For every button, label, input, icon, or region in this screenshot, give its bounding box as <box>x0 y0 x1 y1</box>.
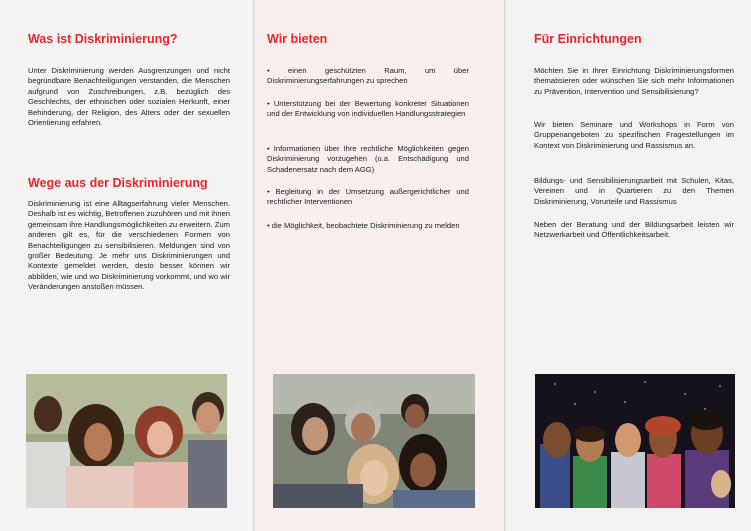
panel-wir-bieten <box>255 0 506 531</box>
panel-discrimination <box>0 0 255 531</box>
bullet-item: • die Möglichkeit, beobachtete Diskriminierung zu melden <box>267 221 460 230</box>
bullet-item: • einen geschützten Raum, um über Diskriminierungserfahrungen zu sprechen <box>267 66 469 86</box>
photo-smiling-friends <box>273 374 475 508</box>
friends-photo-illustration <box>273 374 475 508</box>
photo-group-people <box>26 374 227 508</box>
bullet-item: • Begleitung in der Umsetzung außergerichtlicher und rechtlicher Interventionen <box>267 187 469 207</box>
paragraph-seminare: Wir bieten Seminare und Workshops in Form von Gruppenangeboten zu spezifischen Fragestellungen im Kontext von Diskriminierung und Rassismus an. <box>534 120 734 150</box>
paragraph-wege: Diskriminierung ist eine Alltagserfahrung vieler Menschen. Deshalb ist es wichtig, Betroffenen zuzuhören und mit ihnen gemeinsam ihre Handlungsmöglichkeiten zu erweitern. Zum anderen gilt es, für die verschiedenen Formen von Benachteiligungen zu sensibilisieren. Meldungen sind von großer Bedeutung. Je mehr uns Diskriminierungen und Kontexte gemeldet werden, desto besser können wir abbilden, wie und wo Diskriminierung vorkommt, und wo wir Veränderungen anstoßen müssen. <box>28 199 230 292</box>
heading-fuer-einrichtungen: Für Einrichtungen <box>534 32 642 46</box>
faces-illustration <box>535 374 735 508</box>
panel-fuer-einrichtungen <box>506 0 751 531</box>
paragraph-netzwerkarbeit: Neben der Beratung und der Bildungsarbeit leisten wir Netzwerkarbeit und Öffentlichkeitsarbeit. <box>534 220 734 240</box>
illustration-diverse-faces <box>535 374 735 508</box>
paragraph-definition: Unter Diskriminierung werden Ausgrenzungen und nicht begründbare Benachteiligungen verstanden, die Menschen aufgrund von Zuschreibungen, z.B. bezüglich des Geschlechts, der ethnischen oder sozialen Herkunft, einer Behinderung, der Religion, des Alters oder der sexuellen Orientierung erfahren. <box>28 66 230 128</box>
bullet-item: • Unterstützung bei der Bewertung konkreter Situationen und der Entwicklung von individuellen Handlungsstrategien <box>267 99 469 119</box>
people-photo-illustration <box>26 374 227 508</box>
heading-wir-bieten: Wir bieten <box>267 32 328 46</box>
heading-was-ist-diskriminierung: Was ist Diskriminierung? <box>28 32 178 46</box>
heading-wege-aus: Wege aus der Diskriminierung <box>28 176 208 190</box>
bullet-item: • Informationen über Ihre rechtliche Möglichkeiten gegen Diskriminierung vorzugehen (u.a. Entschädigung und Schadenersatz nach dem AGG) <box>267 144 469 174</box>
paragraph-bildungsarbeit: Bildungs- und Sensibilisierungsarbeit mit Schulen, Kitas, Vereinen und in Quartieren zu den Themen Diskriminierung, Vorurteile und Rassismus <box>534 176 734 206</box>
paragraph-einrichtungen: Möchten Sie in Ihrer Einrichtung Diskriminierungsformen thematisieren oder wünschen Sie sich mehr Informationen zu Prävention, Intervention und Sensibilisierung? <box>534 66 734 96</box>
